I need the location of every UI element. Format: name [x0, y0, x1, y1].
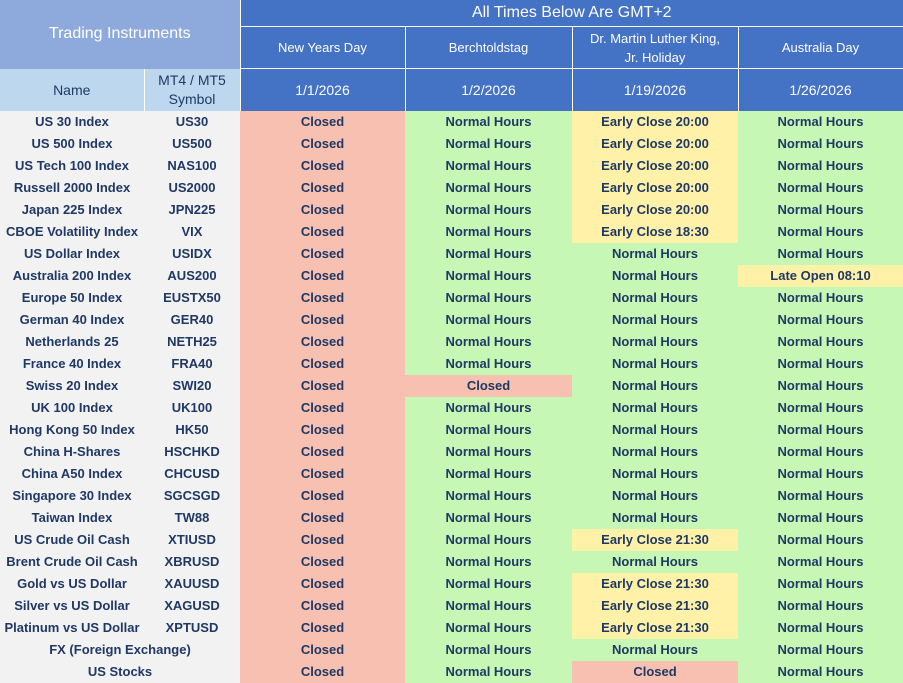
status-cell: Normal Hours — [738, 661, 903, 683]
status-cell: Normal Hours — [572, 287, 738, 309]
holiday-date-3: 1/26/2026 — [738, 69, 903, 111]
status-cell: Closed — [240, 155, 405, 177]
timezone-banner: All Times Below Are GMT+2 — [240, 0, 903, 27]
status-cell: Normal Hours — [738, 331, 903, 353]
status-cell: Normal Hours — [405, 199, 572, 221]
status-cell: Closed — [240, 353, 405, 375]
status-cell: Closed — [240, 375, 405, 397]
status-cell: Normal Hours — [738, 463, 903, 485]
status-cell: Closed — [240, 661, 405, 683]
table-row — [0, 551, 903, 573]
status-cell: Normal Hours — [738, 529, 903, 551]
status-cell: Normal Hours — [572, 639, 738, 661]
status-cell: Early Close 18:30 — [572, 221, 738, 243]
instrument-symbol: EUSTX50 — [144, 287, 240, 309]
status-cell: Normal Hours — [738, 639, 903, 661]
instrument-symbol: XAGUSD — [144, 595, 240, 617]
table-row — [0, 529, 903, 551]
instrument-name: Taiwan Index — [0, 507, 144, 529]
status-cell: Closed — [240, 595, 405, 617]
table-row — [0, 573, 903, 595]
instrument-symbol: XBRUSD — [144, 551, 240, 573]
status-cell: Closed — [240, 573, 405, 595]
instrument-symbol: GER40 — [144, 309, 240, 331]
status-cell: Closed — [572, 661, 738, 683]
status-cell: Normal Hours — [738, 441, 903, 463]
instrument-name: UK 100 Index — [0, 397, 144, 419]
status-cell: Normal Hours — [738, 573, 903, 595]
instrument-name: US Tech 100 Index — [0, 155, 144, 177]
holiday-date-0: 1/1/2026 — [240, 69, 405, 111]
instrument-symbol: SWI20 — [144, 375, 240, 397]
instrument-symbol: XTIUSD — [144, 529, 240, 551]
instrument-name: Europe 50 Index — [0, 287, 144, 309]
table-row — [0, 485, 903, 507]
instrument-symbol: NETH25 — [144, 331, 240, 353]
table-row — [0, 353, 903, 375]
status-cell: Normal Hours — [738, 419, 903, 441]
instrument-name: FX (Foreign Exchange) — [0, 639, 240, 661]
instrument-name: Hong Kong 50 Index — [0, 419, 144, 441]
holiday-date-2: 1/19/2026 — [572, 69, 738, 111]
table-row — [0, 375, 903, 397]
table-row — [0, 661, 903, 683]
instrument-symbol: FRA40 — [144, 353, 240, 375]
table-row — [0, 639, 903, 661]
status-cell: Closed — [240, 243, 405, 265]
status-cell: Normal Hours — [738, 111, 903, 133]
status-cell: Closed — [240, 441, 405, 463]
instrument-name: China H-Shares — [0, 441, 144, 463]
symbol-header-line2: Symbol — [168, 90, 216, 107]
table-row — [0, 111, 903, 133]
table-row — [0, 441, 903, 463]
instrument-name: Russell 2000 Index — [0, 177, 144, 199]
status-cell: Closed — [240, 617, 405, 639]
status-cell: Normal Hours — [405, 463, 572, 485]
status-cell: Normal Hours — [405, 441, 572, 463]
holiday-name-3 — [738, 27, 903, 69]
table-row — [0, 397, 903, 419]
status-cell: Normal Hours — [572, 375, 738, 397]
status-cell: Normal Hours — [405, 265, 572, 287]
status-cell: Normal Hours — [405, 661, 572, 683]
instrument-name: Singapore 30 Index — [0, 485, 144, 507]
status-cell: Closed — [240, 265, 405, 287]
status-cell: Normal Hours — [405, 397, 572, 419]
status-cell: Normal Hours — [738, 617, 903, 639]
holiday-name-0 — [240, 27, 405, 69]
status-cell: Normal Hours — [572, 507, 738, 529]
status-cell: Normal Hours — [405, 485, 572, 507]
status-cell: Closed — [240, 177, 405, 199]
holiday-name-2 — [572, 27, 738, 69]
status-cell: Normal Hours — [405, 133, 572, 155]
status-cell: Normal Hours — [738, 551, 903, 573]
holiday-name-line1: Dr. Martin Luther King, — [589, 30, 721, 46]
symbol-header-line1: MT4 / MT5 — [158, 71, 226, 88]
status-cell: Closed — [240, 111, 405, 133]
instrument-symbol: US2000 — [144, 177, 240, 199]
status-cell: Early Close 20:00 — [572, 199, 738, 221]
holiday-name-line2: Jr. Holiday — [624, 49, 686, 65]
instrument-name: US 30 Index — [0, 111, 144, 133]
status-cell: Normal Hours — [405, 221, 572, 243]
status-cell: Normal Hours — [572, 265, 738, 287]
status-cell: Closed — [240, 639, 405, 661]
instrument-name: Brent Crude Oil Cash — [0, 551, 144, 573]
status-cell: Normal Hours — [405, 551, 572, 573]
instrument-symbol: JPN225 — [144, 199, 240, 221]
status-cell: Normal Hours — [738, 199, 903, 221]
holiday-name-line1: New Years Day — [278, 40, 367, 55]
status-cell: Normal Hours — [405, 353, 572, 375]
status-cell: Closed — [240, 133, 405, 155]
instrument-symbol: VIX — [144, 221, 240, 243]
instrument-symbol: NAS100 — [144, 155, 240, 177]
status-cell: Normal Hours — [572, 353, 738, 375]
status-cell: Closed — [240, 551, 405, 573]
instrument-symbol: US30 — [144, 111, 240, 133]
status-cell: Normal Hours — [738, 221, 903, 243]
status-cell: Normal Hours — [405, 287, 572, 309]
table-row — [0, 595, 903, 617]
status-cell: Normal Hours — [738, 353, 903, 375]
status-cell: Normal Hours — [405, 595, 572, 617]
holiday-name-line1: Australia Day — [781, 40, 860, 55]
status-cell: Normal Hours — [738, 287, 903, 309]
status-cell: Closed — [240, 199, 405, 221]
status-cell: Normal Hours — [572, 243, 738, 265]
holiday-name-1 — [405, 27, 572, 69]
status-cell: Closed — [240, 221, 405, 243]
status-cell: Normal Hours — [405, 617, 572, 639]
status-cell: Normal Hours — [572, 551, 738, 573]
instrument-name: CBOE Volatility Index — [0, 221, 144, 243]
column-header-name: Name — [0, 69, 144, 111]
instrument-symbol: US500 — [144, 133, 240, 155]
instrument-symbol: XPTUSD — [144, 617, 240, 639]
status-cell: Normal Hours — [405, 309, 572, 331]
table-row — [0, 463, 903, 485]
table-row — [0, 419, 903, 441]
instrument-name: US Dollar Index — [0, 243, 144, 265]
status-cell: Normal Hours — [738, 243, 903, 265]
status-cell: Normal Hours — [405, 155, 572, 177]
table-row — [0, 199, 903, 221]
status-cell: Normal Hours — [405, 529, 572, 551]
instrument-name: France 40 Index — [0, 353, 144, 375]
status-cell: Normal Hours — [572, 463, 738, 485]
table-row — [0, 287, 903, 309]
holiday-name-line1: Berchtoldstag — [448, 40, 529, 55]
table-row — [0, 243, 903, 265]
table-row — [0, 331, 903, 353]
status-cell: Early Close 21:30 — [572, 595, 738, 617]
status-cell: Closed — [240, 529, 405, 551]
status-cell: Late Open 08:10 — [738, 265, 903, 287]
instrument-name: German 40 Index — [0, 309, 144, 331]
status-cell: Normal Hours — [738, 595, 903, 617]
instrument-name: China A50 Index — [0, 463, 144, 485]
instrument-name: Silver vs US Dollar — [0, 595, 144, 617]
table-row — [0, 221, 903, 243]
table-row — [0, 507, 903, 529]
status-cell: Normal Hours — [405, 331, 572, 353]
status-cell: Normal Hours — [738, 177, 903, 199]
status-cell: Early Close 20:00 — [572, 155, 738, 177]
status-cell: Closed — [405, 375, 572, 397]
instrument-name: Gold vs US Dollar — [0, 573, 144, 595]
instrument-name: US Crude Oil Cash — [0, 529, 144, 551]
instrument-symbol: XAUUSD — [144, 573, 240, 595]
instrument-name: US Stocks — [0, 661, 240, 683]
column-header-symbol — [144, 69, 240, 111]
status-cell: Normal Hours — [572, 485, 738, 507]
status-cell: Normal Hours — [738, 507, 903, 529]
status-cell: Closed — [240, 287, 405, 309]
status-cell: Closed — [240, 419, 405, 441]
instrument-symbol: TW88 — [144, 507, 240, 529]
status-cell: Normal Hours — [738, 397, 903, 419]
table-row — [0, 177, 903, 199]
instrument-symbol: HSCHKD — [144, 441, 240, 463]
status-cell: Early Close 20:00 — [572, 111, 738, 133]
status-cell: Normal Hours — [405, 177, 572, 199]
instrument-symbol: SGCSGD — [144, 485, 240, 507]
status-cell: Normal Hours — [572, 397, 738, 419]
instrument-symbol: UK100 — [144, 397, 240, 419]
instrument-symbol: USIDX — [144, 243, 240, 265]
status-cell: Normal Hours — [738, 309, 903, 331]
status-cell: Normal Hours — [738, 485, 903, 507]
status-cell: Closed — [240, 463, 405, 485]
instrument-name: Platinum vs US Dollar — [0, 617, 144, 639]
instrument-name: Netherlands 25 — [0, 331, 144, 353]
status-cell: Closed — [240, 331, 405, 353]
status-cell: Normal Hours — [572, 419, 738, 441]
status-cell: Normal Hours — [572, 331, 738, 353]
status-cell: Early Close 21:30 — [572, 573, 738, 595]
table-row — [0, 133, 903, 155]
status-cell: Closed — [240, 397, 405, 419]
trading-instruments-header: Trading Instruments — [0, 0, 240, 69]
status-cell: Normal Hours — [572, 309, 738, 331]
status-cell: Closed — [240, 309, 405, 331]
table-row — [0, 265, 903, 287]
status-cell: Closed — [240, 485, 405, 507]
status-cell: Early Close 21:30 — [572, 617, 738, 639]
table-row — [0, 617, 903, 639]
instrument-name: Japan 225 Index — [0, 199, 144, 221]
status-cell: Closed — [240, 507, 405, 529]
status-cell: Normal Hours — [405, 507, 572, 529]
instrument-symbol: CHCUSD — [144, 463, 240, 485]
status-cell: Normal Hours — [405, 639, 572, 661]
status-cell: Normal Hours — [738, 133, 903, 155]
status-cell: Normal Hours — [572, 441, 738, 463]
status-cell: Early Close 20:00 — [572, 177, 738, 199]
status-cell: Normal Hours — [405, 243, 572, 265]
instrument-name: Australia 200 Index — [0, 265, 144, 287]
status-cell: Normal Hours — [405, 111, 572, 133]
instrument-symbol: AUS200 — [144, 265, 240, 287]
instrument-symbol: HK50 — [144, 419, 240, 441]
instrument-name: US 500 Index — [0, 133, 144, 155]
status-cell: Normal Hours — [738, 375, 903, 397]
table-row — [0, 309, 903, 331]
holiday-date-1: 1/2/2026 — [405, 69, 572, 111]
status-cell: Normal Hours — [738, 155, 903, 177]
table-row — [0, 155, 903, 177]
instrument-name: Swiss 20 Index — [0, 375, 144, 397]
status-cell: Early Close 21:30 — [572, 529, 738, 551]
status-cell: Normal Hours — [405, 573, 572, 595]
status-cell: Early Close 20:00 — [572, 133, 738, 155]
status-cell: Normal Hours — [405, 419, 572, 441]
